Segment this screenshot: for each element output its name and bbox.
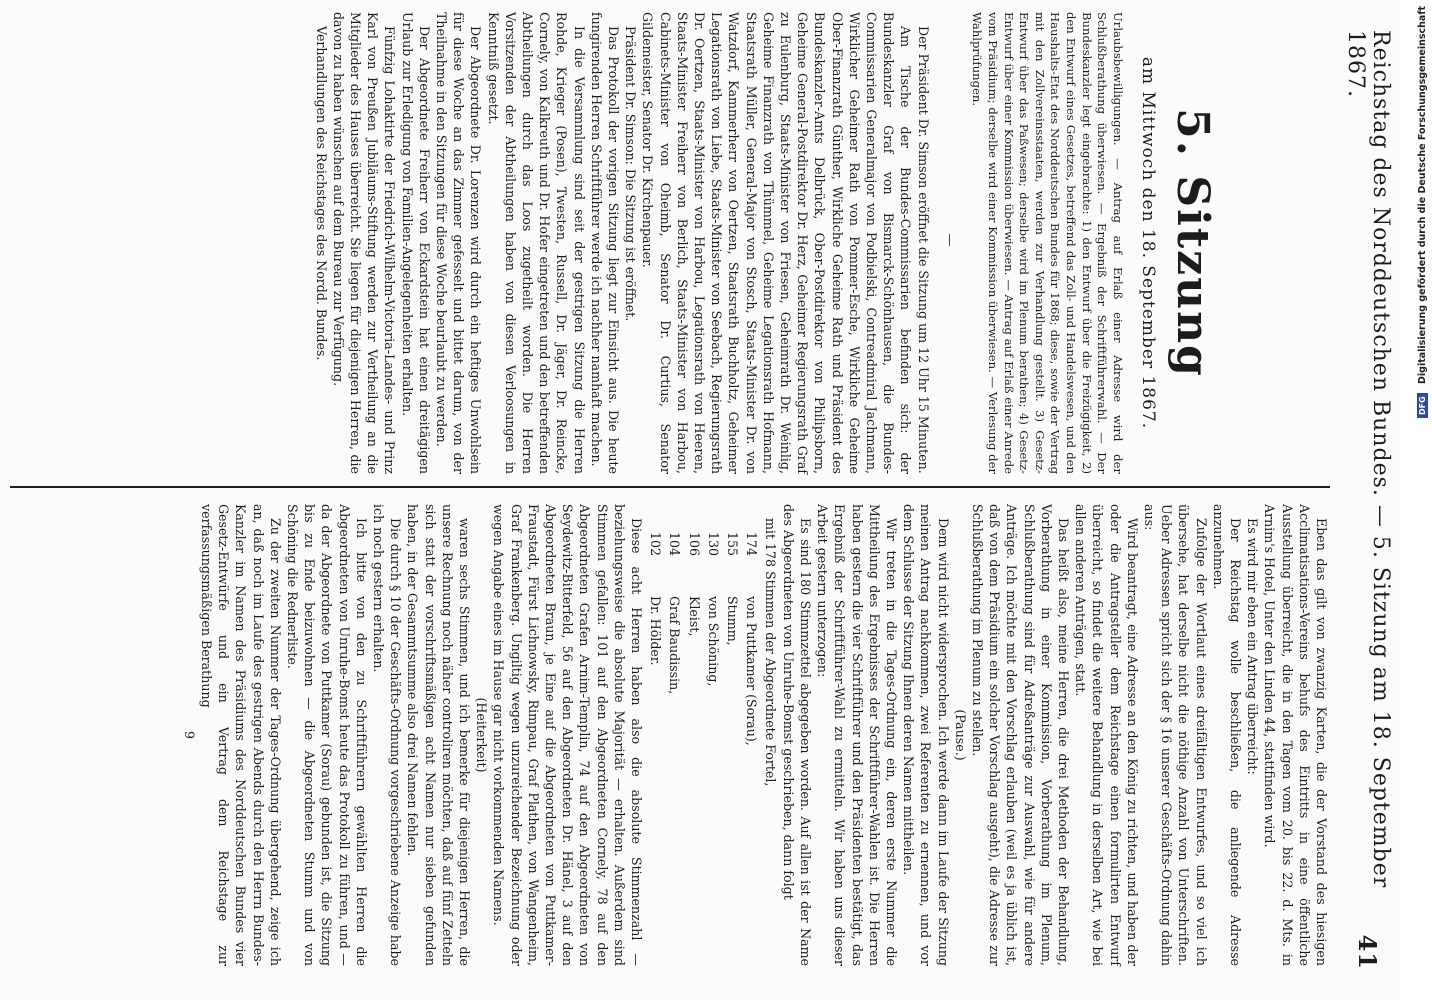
section-divider: — <box>942 233 958 253</box>
header-title: Reichstag des Norddeutschen Bundes. — 5. Sitzung am 18. September 1867. <box>1343 30 1393 889</box>
dfg-badge: DFG <box>1417 393 1428 418</box>
tally-row <box>647 532 664 966</box>
tally-name: von Puttkamer (Sorau), <box>744 596 760 746</box>
tally-name: Kleist, <box>686 596 702 637</box>
tally-votes: 130 <box>705 532 721 557</box>
paragraph: waren sechs Stimmen, und ich bemerke für diejenigen Herren, die unsere Rechnung noch näher controliren möchten, daß auf fünf Zetteln sich statt der vorschriftsmäßigen acht Namen nur sieben gefunden haben, in der Gesammtsumme also drei Namen fehlen. <box>405 504 473 966</box>
paragraph: Eben das gilt von zwanzig Karten, die der Vorstand des hiesigen Acclimatisations-Vereins behufs des Eintritts in eine öffentliche Ausstellung überreicht, die in den Tagen vom 20. bis 22. d. Mts. in Arnim's Hotel, Unter den Linden 44, stattfinden wird. <box>1262 504 1329 966</box>
quoted-rule: Wird beantragt, eine Adresse an den König zu richten, und haben der oder die Antragsteller dem Reichstage einen formulirten Entwurf überreicht, so findet die weitere Behandlung in derselben Art, wie bei allen anderen Anträgen, statt. <box>1073 504 1140 966</box>
paragraph: Die durch § 10 der Geschäfts-Ordnung vorgeschriebene Anzeige habe ich noch gestern erhalten. <box>371 504 404 966</box>
tally-name: von Schöning, <box>705 596 721 687</box>
left-column <box>312 12 1330 474</box>
session-title: 5. Sitzung <box>1167 108 1218 378</box>
tally-votes: 102 <box>648 532 664 557</box>
leave-paragraph-2: Der Abgeordnete Freiherr von Eckardstein hat einen dreitägigen Urlaub zur Erledigung von Familien-Angelegenheiten erhalten. <box>399 12 432 474</box>
vote-tally <box>647 504 760 966</box>
footer-line: Verhandlungen des Reichstages des Nordd. Bundes. <box>313 26 329 361</box>
credit-text: Digitalisierung gefördert durch die Deutsche Forschungsgemeinschaft <box>1416 6 1428 384</box>
stage-direction: (Pause.) <box>952 709 968 761</box>
tally-row <box>724 532 741 966</box>
tally-row <box>685 532 702 966</box>
tally-votes: 155 <box>725 532 741 557</box>
protocol-paragraph: Das Protokoll der vorigen Sitzung liegt zur Einsicht aus. Die heute fungirenden Herren Schriftführer werde ich nachher namhaft machen. <box>588 12 621 474</box>
quoted-motion: Der Reichstag wolle beschließen, die anliegende Adresse anzunehmen. <box>1210 504 1243 966</box>
paragraph: Es wird mir eben ein Antrag überreicht: <box>1245 518 1261 775</box>
tally-votes: 104 <box>667 532 683 557</box>
page-number: 41 <box>1353 934 1383 970</box>
members-paragraph: In die Versammlung sind seit der gestrigen Sitzung die Herren Rohde, Krieger (Posen), Twesten, Russell, Dr. Jäger, Dr. Reincke, Cornely, von Kalkreuth und Dr. Hofer eingetreten und den betreffenden Abtheilungen durch das Loos zugetheilt worden. Die Herren Vorsitzenden der Abtheilungen haben von diesen Verloosungen in Kenntniß gesetzt. <box>485 12 587 474</box>
opening-paragraph: Der Präsident Dr. Simson eröffnet die Sitzung um 12 Uhr 15 Minuten. <box>915 26 931 474</box>
paragraph: Es sind 180 Stimmzettel abgegeben worden. Auf allen ist der Name des Abgeordneten von Unruhe-Bomst geschrieben, dann folgt <box>780 504 813 966</box>
right-column <box>181 504 1330 966</box>
president-intro: Präsident Dr. Simson: Die Sitzung ist eröffnet. <box>623 26 639 322</box>
paragraph: Zufolge der Wortlaut eines dreifältigen Entwurfes, und so viel ich übersehe, hat derselbe nicht die nöthige Anzahl von Unterschriften. Ueber Adressen spricht sich der § 16 unserer Geschäfts-Ordnung dahin aus: <box>1141 504 1209 966</box>
leave-paragraph-1: Der Abgeordnete Dr. Lorenzen wird durch ein heftiges Unwohlsein für diese Woche an das Zimmer gefesselt und bittet darum, von der Theilnahme in den Sitzungen für diese Woche beurlaubt zu werden. <box>433 12 484 474</box>
column-divider <box>10 486 1330 488</box>
tally-name: Graf Baudissin, <box>667 596 683 695</box>
paragraph: mit 178 Stimmen der Abgeordnete Fortel, <box>763 518 779 787</box>
running-header <box>1342 30 1394 970</box>
paragraph: Das heißt also, meine Herren, die drei Methoden der Behandlung, Vorberathung in einer Kommission, Vorberathung im Plenum, Schlußberathung sind für Adreßanträge zur Auswahl, wie für andere Anträge. Ich möchte mit den Vorschlag erlauben (weil es ja üblich ist, daß von dem Präsidium ein solcher Vorschlag ausgeht), die Adresse zur Schlußberathung im Plenum zu stellen. <box>969 504 1071 966</box>
signature-mark: 9 <box>181 730 197 739</box>
session-date: am Mittwoch den 18. September 1867. <box>1138 56 1158 430</box>
digitization-credit <box>1412 6 1432 986</box>
paragraph: Ich bitte von den zu Schriftführern gewählten Herren die Abgeordneten von Unruhe-Bomst heute das Protokoll zu führen, und — da der Abgeordnete von Puttkamer (Sorau) gebunden ist, die Sitzung bis zu Ende beizuwohnen — die Abgeordneten Stumm und von Schöning die Rednerliste. <box>285 504 369 966</box>
paragraph: Dem wird nicht widersprochen. Ich werde dann im Laufe der Sitzung meinen Antrag nachkommen, zwei Referenten zu ernennen, und vor dem Schlusse der Sitzung Ihnen deren Namen mittheilen. <box>901 504 951 966</box>
paragraph: Wir treten in die Tages-Ordnung ein, deren erste Nummer die Mittheilung des Ergebnisses der Schriftführer-Wahlen ist. Die Herren haben gestern die vier Schriftführer und den Präsidenten bestätigt, das Ergebniß der Schriftführer-Wahl zu ermitteln. Wir haben uns dieser Arbeit gestern unterzogen: <box>815 504 899 966</box>
attendance-paragraph: Am Tische der Bundes-Commissarien befinden sich: der Bundeskanzler Graf von Bismarck-Schönhausen, die Bundes-Commissarien Generalmajor von Podbielski, Contreadmiral Jachmann, Wirklicher Geheimer Rath von Pommer-Esche, Wirkliche Geheime Ober-Finanzrath Günther, Wirkliche Geheime Rath und Präsident des Bundeskanzler-Amts Delbrück, Ober-Postdirektor von Philipsborn, Geheime General-Postdirektor Dr. Herz, Geheimer Regierungsrath Graf zu Eulenburg, Staats-Minister von Friesen, Geheimrath Dr. Weinlig, Geheime Finanzrath von Thümmel, Geheime Legationsrath Hofmann, Staatsrath Müller, General-Major von Stosch, Staats-Minister Dr. von Watzdorf, Kammerherr von Oertzen, Staatsrath Buchholtz, Geheimer Legationsrath von Liebe, Staats-Minister von Seebach, Regierungsrath Dr. Oertzen, Staats-Minister von Harbou, Legationsrath von Heeren, Staats-Minister Freiherr von Berlich, Staats-Minister von Harbou, Cabinets-Minister von Oheimb, Senator Dr. Curtius, Senator Gildemeister, Senator Dr. Kirchenpauer. <box>640 12 914 474</box>
gift-paragraph: Fünfzig Lohaktirte der Friedrich-Wilhelm-Victoria-Landes- und Prinz Karl von Preußen Jubiläums-Stiftung werden zur Vertheilung an die Mitglieder des Hauses überreicht. Sie liegen für diejenigen Herren, die davon zu haben wünschen auf dem Bureau zur Verfügung. <box>330 12 398 474</box>
paragraph: Diese acht Herren haben also die absolute Stimmenzahl — beziehungsweise die absolute Majorität — erhalten. Außerdem sind Stimmen gefallen: 101 auf den Abgeordneten Cornely, 78 auf den Abgeordneten Grafen Arnim-Templin, 74 auf den Abgeordneten von Seydewitz-Bitterfeld, 56 auf den Abgeordneten Dr. Hänel, 3 auf den Abgeordneten Braun, je Eine auf die Abgeordneten von Puttkamer-Fraustadt, Fürst Lichnowsky, Rimpau, Graf Plathen, von Wangenheim, Graf Frankenberg. Ungiltig wegen unzureichender Bezeichnung oder wegen Angabe eines im Hause gar nicht vorkommenden Namens. <box>491 504 645 966</box>
tally-row <box>705 532 722 966</box>
stage-direction: (Heiterkeit) <box>474 697 490 773</box>
tally-row <box>743 532 760 966</box>
paragraph: Zu der zweiten Nummer der Tages-Ordnung übergehend, zeige ich an, daß noch im Laufe des gestrigen Abends durch den Herrn Bundes-Kanzler im Namen des Präsidiums des Norddeutschen Bundes vier Gesetz-Entwürfe und ein Vertrag dem Reichstage zur verfassungsmäßigen Berathung <box>199 504 283 966</box>
tally-row <box>666 532 683 966</box>
tally-votes: 106 <box>686 532 702 557</box>
tally-name: Dr. Hölder. <box>648 596 664 666</box>
tally-votes: 174 <box>744 532 760 557</box>
agenda-summary: Urlaubsbewilligungen. — Antrag auf Erlaß einer Adresse wird der Schlußberathung überwiesen. — Ergebniß der Schriftführerwahl. — Der Bundeskanzler legt eingebrachte: 1) den Entwurf über die Freizügigkeit, 2) den Entwurf eines Gesetzes, betreffend das Zoll- und Handelswesen, und den Haushalts-Etat des Norddeutschen Bundes für 1868; diese, sowie der Vertrag mit den Zollvereinsstaaten, werden zur Verhandlung gestellt. 3) Gesetz-Entwurf über das Paßwesen; derselbe wird im Plenum berathen; 4) Gesetz-Entwurf über einer Kommission überwiesen. — Antrag auf Erlaß einer Anrede vom Präsidium; derselbe wird einer Kommission überwiesen. — Verlesung der Wahlprüfungen. <box>970 12 1125 474</box>
tally-name: Stumm, <box>725 596 741 646</box>
